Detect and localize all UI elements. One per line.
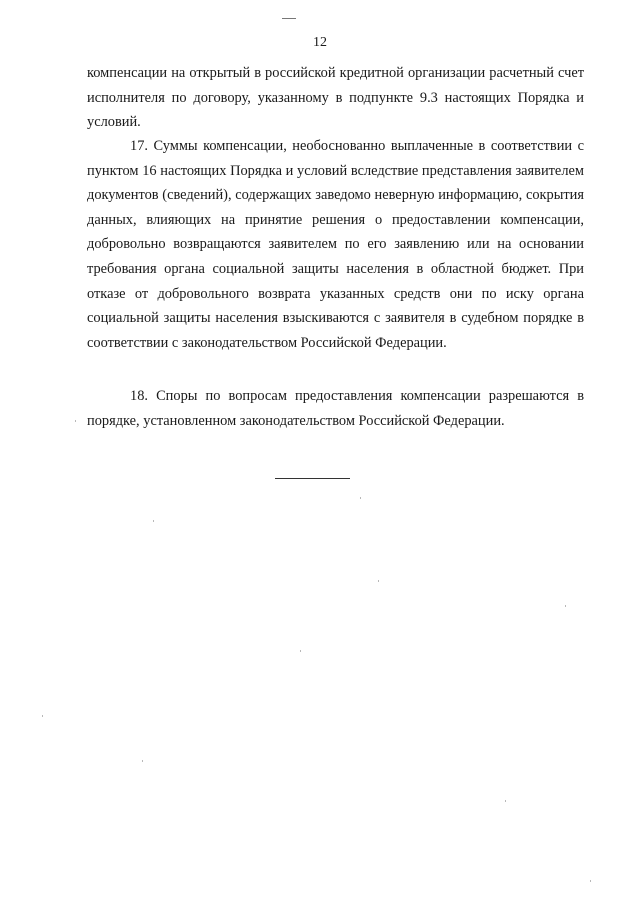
scan-speck [153, 520, 154, 522]
scan-speck [378, 580, 379, 582]
scan-speck [590, 880, 591, 882]
scan-speck [142, 760, 143, 762]
paragraph-item-17: 17. Суммы компенсации, необоснованно выплаченные в соответствии с пунктом 16 настоящих Порядка и условий вследствие представления заявителем документов (сведений), содержащих заведомо неверную информацию, сокрытия данных, влияющих на принятие решения о предоставлении компенсации, добровольно возвращаются заявителем по его заявлению или на основании требования органа социальной защиты населения в областной бюджет. При отказе от добровольного возврата указанных средств они по иску органа социальной защиты населения взыскиваются с заявителя в судебном порядке в соответствии с законодательством Российской Федерации. [87, 138, 584, 351]
scan-speck [300, 650, 301, 652]
paragraph-item-18: 18. Споры по вопросам предоставления компенсации разрешаются в порядке, установленном законодательством Российской Федерации. [87, 388, 584, 429]
scan-speck [75, 420, 76, 422]
scan-speck [360, 497, 361, 499]
scan-speck [42, 715, 43, 717]
end-of-document-rule [275, 478, 350, 479]
header-mark [282, 18, 296, 19]
scan-speck [505, 800, 506, 802]
paragraph-continuation: компенсации на открытый в российской кредитной организации расчетный счет исполнителя по договору, указанному в подпункте 9.3 настоящих Порядка и условий. [87, 65, 584, 131]
scan-speck [565, 605, 566, 607]
page-number: 12 [313, 35, 327, 50]
